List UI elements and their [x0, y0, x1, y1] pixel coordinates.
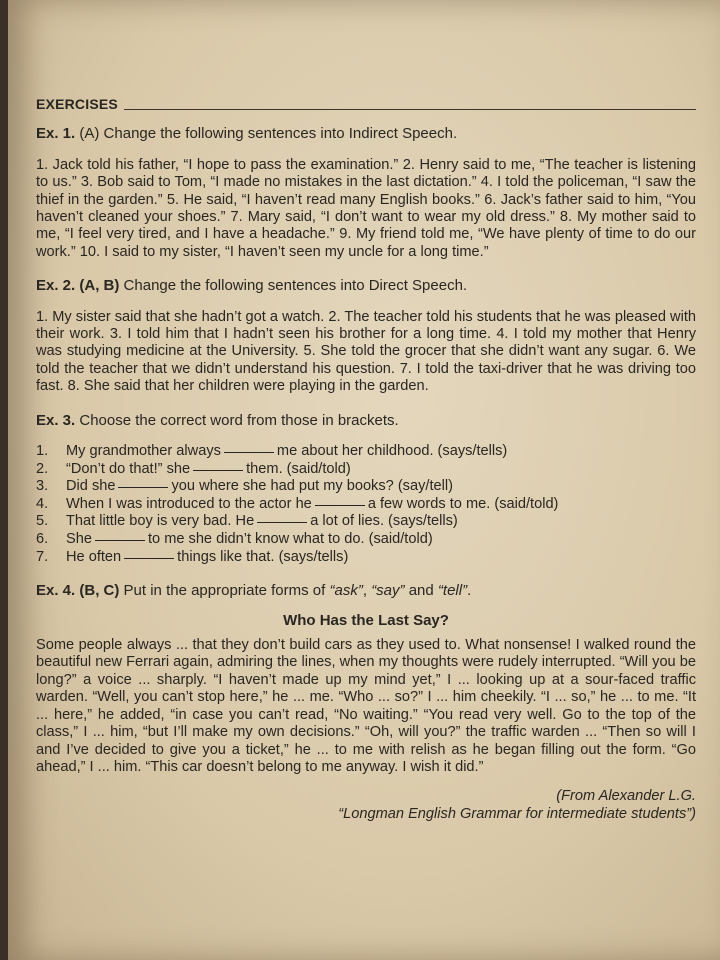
list-item: 1. My grandmother always me about her childhood. (says/tells) — [36, 443, 508, 460]
answer-blank — [224, 452, 274, 453]
ex1-label: Ex. 1. — [36, 125, 76, 143]
word-tell: “tell” — [437, 582, 468, 600]
ex2-label: Ex. 2. — [36, 277, 76, 295]
section-rule — [124, 109, 696, 110]
source-line-2: “Longman English Grammar for intermediate students”) — [338, 805, 696, 822]
source-line-1: (From Alexander L.G. — [556, 788, 696, 805]
section-heading: EXERCISES — [36, 96, 118, 112]
ex2-tag: (A, B) — [79, 277, 120, 295]
list-item: 6. She to me she didn’t know what to do. (said/told) — [36, 531, 433, 548]
ex3-label: Ex. 3. — [36, 411, 76, 429]
word-say: “say” — [371, 582, 405, 600]
answer-blank — [95, 540, 145, 541]
ex4-tag: (B, C) — [79, 582, 120, 600]
ex3-list — [36, 443, 696, 566]
ex3-title — [36, 412, 696, 429]
ex2-instruction: Change the following sentences into Direct Speech. — [123, 277, 468, 295]
list-item: 4. When I was introduced to the actor he a few words to me. (said/told) — [36, 495, 559, 512]
ex4-label: Ex. 4. — [36, 582, 76, 600]
ex1-instruction: Change the following sentences into Indirect Speech. — [103, 125, 458, 143]
list-item: 2. “Don’t do that!” she them. (said/told) — [36, 460, 351, 477]
ex2-text: 1. My sister said that she hadn’t got a watch. 2. The teacher told his students that he was pleased with their work. 3. I told him that I hadn’t seen his brother for a long time. 4. I told my mother that Henry was studying medicine at the University. 5. She told the grocer that she didn’t want any sugar. 6. We told the teacher that we didn’t understand his question. 7. I told the taxi-driver that he was driving too fast. 8. She said that her children were playing in the garden. — [36, 308, 696, 395]
answer-blank — [124, 558, 174, 559]
story-title: Who Has the Last Say? — [283, 611, 449, 629]
list-item: 5. That little boy is very bad. He a lot of lies. (says/tells) — [36, 513, 458, 530]
ex1-text: 1. Jack told his father, “I hope to pass the examination.” 2. Henry said to me, “The teacher is listening to us.” 3. Bob said to Tom, “I made no mistakes in the last dictation.” 4. I told the policeman, “I saw the thief in the garden.” 5. He said, “I haven’t read many English books.” 6. Jack’s father said to him, “You haven’t cleaned your shoes.” 7. Mary said, “I don’t want to wear my old dress.” 8. My mother said to me, “I feel very tired, and I have a headache.” 9. My friend told me, “We have plenty of time to do our work.” 10. I said to my sister, “I haven’t seen my uncle for a long time.” — [36, 156, 696, 260]
book-page — [8, 0, 720, 960]
ex1-tag: (A) — [79, 125, 100, 143]
ex4-title: Ex. 4. (B, C) Put in the appropriate forms of “ask”, “say” and “tell”. — [36, 582, 472, 600]
answer-blank — [315, 505, 365, 506]
answer-blank — [193, 470, 243, 471]
answer-blank — [257, 522, 307, 523]
answer-blank — [118, 487, 168, 488]
ex3-instruction: Choose the correct word from those in brackets. — [79, 411, 399, 429]
ex2-title — [36, 277, 696, 294]
story-text: Some people always ... that they don’t build cars as they used to. What nonsense! I walked round the beautiful new Ferrari again, admiring the lines, when my thoughts were rudely interrupted. “Will you be long?” a voice ... sharply. “I haven’t made up my mind yet,” I ... looking up at a sour-faced traffic warden. “Well, you can’t stop here,” he ... me. “Who ... so?” I ... him cheekily. “I ... so,” he ... to me. “It ... here,” he added, “in case you can’t read, “No waiting.” “You read very well. Go to the top of the class,” I ... him, “but I’ll make my own decisions.” “Oh, will you?” the traffic warden ... “Then so will I and I’ve decided to give you a ticket,” he ... to me with relish as he began filling out the form. “Go ahead,” I ... him. “This car doesn’t belong to me anyway. I wish it did.” — [36, 637, 696, 775]
section-header — [36, 96, 696, 113]
list-item: 3. Did she you where she had put my books? (say/tell) — [36, 478, 453, 495]
list-item: 7. He often things like that. (says/tells) — [36, 548, 349, 565]
word-ask: “ask” — [329, 582, 363, 600]
page-content — [36, 96, 696, 823]
ex1-title — [36, 125, 696, 142]
